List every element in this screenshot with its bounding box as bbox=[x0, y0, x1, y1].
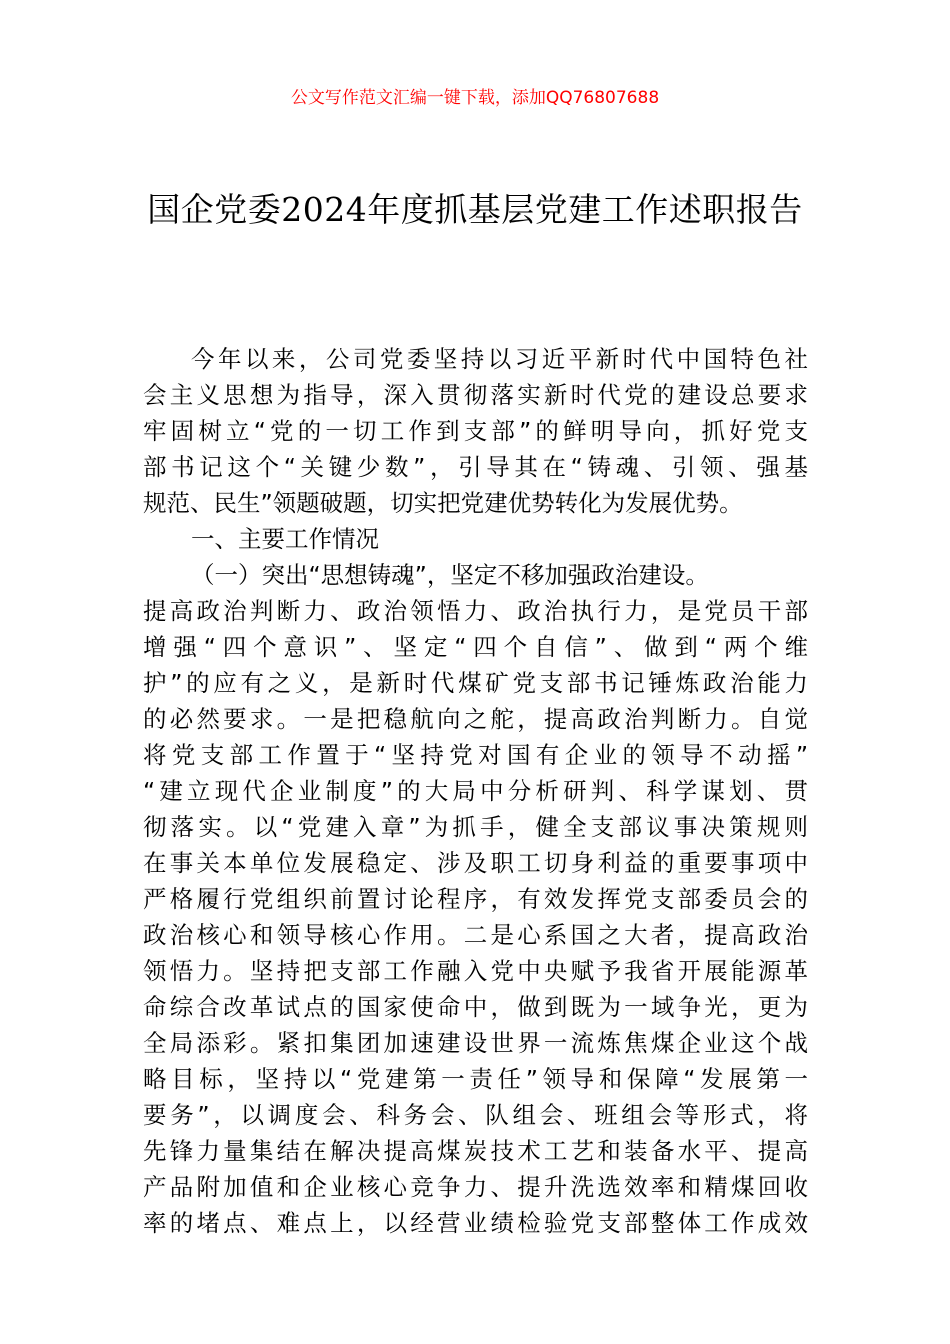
paragraph-line: 护”的应有之义，是新时代煤矿党支部书记锤炼政治能力 bbox=[143, 669, 808, 697]
paragraph-line: 会主义思想为指导，深入贯彻落实新时代党的建设总要求 bbox=[143, 381, 808, 409]
paragraph-line: 彻落实。以“党建入章”为抓手，健全支部议事决策规则 bbox=[143, 813, 808, 841]
paragraph-line: 领悟力。坚持把支部工作融入党中央赋予我省开展能源革 bbox=[143, 957, 808, 985]
paragraph-line: 略目标，坚持以“党建第一责任”领导和保障“发展第一 bbox=[143, 1065, 808, 1093]
paragraph-line: 规范、民生”领题破题，切实把党建优势转化为发展优势。 bbox=[143, 489, 743, 517]
paragraph-line: 牢固树立“党的一切工作到支部”的鲜明导向，抓好党支 bbox=[143, 417, 808, 445]
paragraph-line: 在事关本单位发展稳定、涉及职工切身利益的重要事项中 bbox=[143, 849, 808, 877]
document-title: 国企党委2024年度抓基层党建工作述职报告 bbox=[147, 190, 803, 229]
paragraph-line: 的必然要求。一是把稳航向之舵，提高政治判断力。自觉 bbox=[143, 705, 808, 733]
paragraph-line: 严格履行党组织前置讨论程序，有效发挥党支部委员会的 bbox=[143, 885, 808, 913]
paragraph-line: 政治核心和领导核心作用。二是心系国之大者，提高政治 bbox=[143, 921, 808, 949]
paragraph-line: 提高政治判断力、政治领悟力、政治执行力，是党员干部 bbox=[143, 597, 808, 625]
paragraph-line: “建立现代企业制度”的大局中分析研判、科学谋划、贯 bbox=[143, 777, 808, 805]
paragraph-line: 增强“四个意识”、坚定“四个自信”、做到“两个维 bbox=[143, 633, 808, 661]
paragraph-line: 要务”，以调度会、科务会、队组会、班组会等形式，将 bbox=[143, 1101, 808, 1129]
paragraph-line: 部书记这个“关键少数”，引导其在“铸魂、引领、强基 bbox=[143, 453, 808, 481]
paragraph-line: 全局添彩。紧扣集团加速建设世界一流炼焦煤企业这个战 bbox=[143, 1029, 808, 1057]
paragraph-line: 将党支部工作置于“坚持党对国有企业的领导不动摇” bbox=[143, 741, 808, 769]
paragraph-line: 产品附加值和企业核心竞争力、提升洗选效率和精煤回收 bbox=[143, 1173, 808, 1201]
download-notice: 公文写作范文汇编一键下载，添加QQ76807688 bbox=[290, 88, 660, 108]
paragraph-line: 率的堵点、难点上，以经营业绩检验党支部整体工作成效 bbox=[143, 1209, 808, 1237]
subsection-heading: （一）突出“思想铸魂”，坚定不移加强政治建设。 bbox=[191, 561, 709, 589]
section-heading: 一、主要工作情况 bbox=[191, 525, 379, 553]
paragraph-line: 今年以来，公司党委坚持以习近平新时代中国特色社 bbox=[191, 345, 808, 373]
paragraph-line: 命综合改革试点的国家使命中，做到既为一域争光，更为 bbox=[143, 993, 808, 1021]
paragraph-line: 先锋力量集结在解决提高煤炭技术工艺和装备水平、提高 bbox=[143, 1137, 808, 1165]
